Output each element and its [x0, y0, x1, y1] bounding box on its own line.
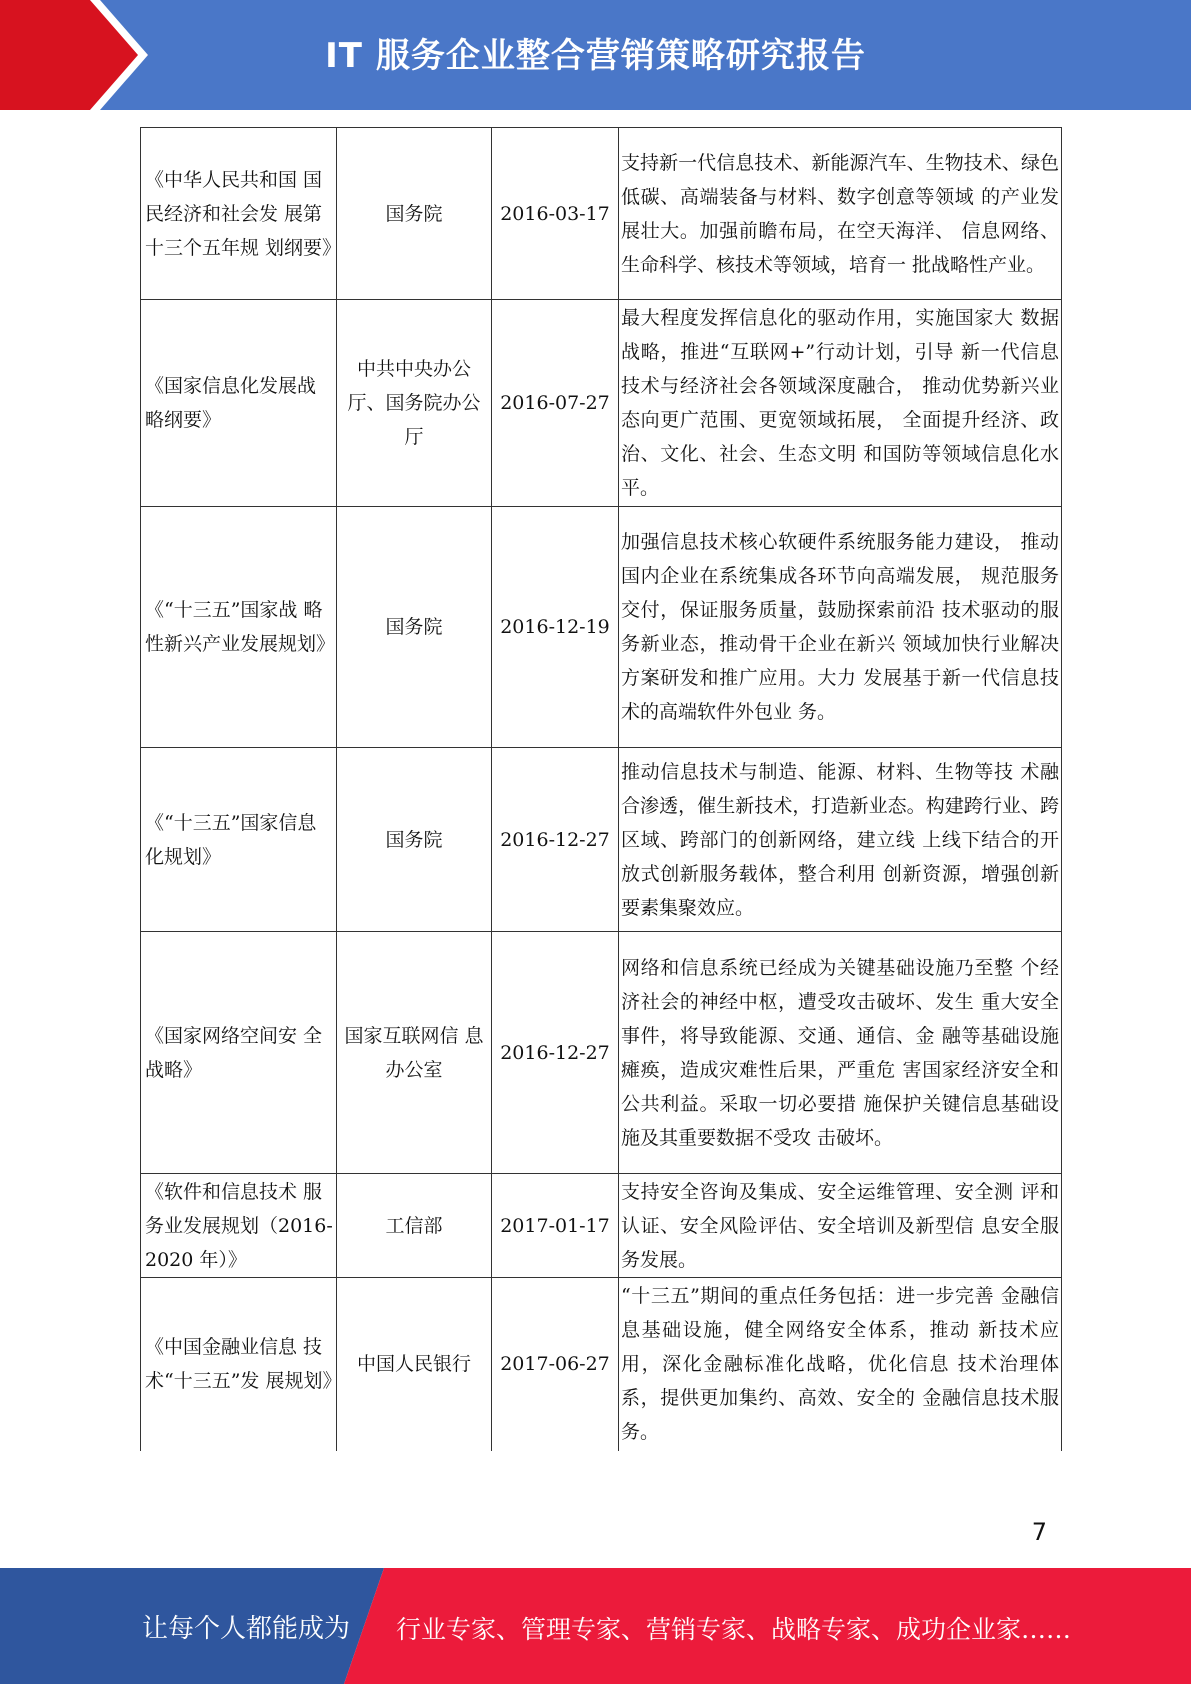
date-cell: 2017-01-17	[492, 1174, 619, 1278]
table-row	[141, 300, 1062, 507]
table-row	[141, 128, 1062, 300]
policy-table	[140, 127, 1062, 1451]
issuer-cell: 国务院	[337, 128, 492, 300]
policy-name-cell: 《“十三五”国家信息化规划》	[141, 748, 337, 932]
content-cell: 推动信息技术与制造、能源、材料、生物等技 术融合渗透，催生新技术，打造新业态。构建跨行业、跨区域、跨部门的创新网络，建立线 上线下结合的开放式创新服务载体，整合利用 创新资源，增强创新要素集聚效应。	[619, 748, 1062, 932]
policy-name-cell: 《国家信息化发展战略纲要》	[141, 300, 337, 507]
footer-slogan-right: 行业专家、管理专家、营销专家、战略专家、成功企业家……	[396, 1615, 1072, 1644]
policy-name-cell: 《中华人民共和国 国民经济和社会发 展第十三个五年规 划纲要》	[141, 128, 337, 300]
table-row	[141, 507, 1062, 748]
content-cell: 最大程度发挥信息化的驱动作用，实施国家大 数据战略，推进“互联网+”行动计划，引导 新一代信息技术与经济社会各领域深度融合， 推动优势新兴业态向更广范围、更宽领域拓展， 全面提升经济、政治、文化、社会、生态文明 和国防等领域信息化水平。	[619, 300, 1062, 507]
policy-name-cell: 《软件和信息技术 服务业发展规划（2016-2020 年）》	[141, 1174, 337, 1278]
table-row	[141, 932, 1062, 1174]
content-cell: 支持安全咨询及集成、安全运维管理、安全测 评和认证、安全风险评估、安全培训及新型信 息安全服务发展。	[619, 1174, 1062, 1278]
content-cell: “十三五”期间的重点任务包括：进一步完善 金融信息基础设施，健全网络安全体系，推动 新技术应用，深化金融标准化战略，优化信息 技术治理体系，提供更加集约、高效、安全的 金融信息技术服务。	[619, 1278, 1062, 1451]
page-number: 7	[1031, 1518, 1047, 1546]
policy-name-cell: 《国家网络空间安 全战略》	[141, 932, 337, 1174]
date-cell: 2016-12-27	[492, 748, 619, 932]
content-cell: 加强信息技术核心软硬件系统服务能力建设， 推动国内企业在系统集成各环节向高端发展， 规范服务交付，保证服务质量，鼓励探索前沿 技术驱动的服务新业态，推动骨干企业在新兴 领域加快行业解决方案研发和推广应用。大力 发展基于新一代信息技术的高端软件外包业 务。	[619, 507, 1062, 748]
policy-name-cell: 《中国金融业信息 技术“十三五”发 展规划》	[141, 1278, 337, 1451]
date-cell: 2016-12-19	[492, 507, 619, 748]
table-row	[141, 1174, 1062, 1278]
content-cell: 支持新一代信息技术、新能源汽车、生物技术、绿色低碳、高端装备与材料、数字创意等领域 的产业发展壮大。加强前瞻布局，在空天海洋、 信息网络、生命科学、核技术等领域，培育一 批战略性产业。	[619, 128, 1062, 300]
footer-slogan-left: 让每个人都能成为	[142, 1614, 351, 1644]
issuer-cell: 国家互联网信 息办公室	[337, 932, 492, 1174]
date-cell: 2016-07-27	[492, 300, 619, 507]
issuer-cell: 工信部	[337, 1174, 492, 1278]
page-header	[0, 0, 1191, 110]
date-cell: 2016-03-17	[492, 128, 619, 300]
date-cell: 2017-06-27	[492, 1278, 619, 1451]
issuer-cell: 国务院	[337, 507, 492, 748]
content-cell: 网络和信息系统已经成为关键基础设施乃至整 个经济社会的神经中枢，遭受攻击破坏、发生 重大安全事件，将导致能源、交通、通信、金 融等基础设施瘫痪，造成灾难性后果，严重危 害国家经济安全和公共利益。采取一切必要措 施保护关键信息基础设施及其重要数据不受攻 击破坏。	[619, 932, 1062, 1174]
issuer-cell: 中国人民银行	[337, 1278, 492, 1451]
issuer-cell: 中共中央办公厅、国务院办公厅	[337, 300, 492, 507]
table-row	[141, 1278, 1062, 1451]
date-cell: 2016-12-27	[492, 932, 619, 1174]
page-footer	[0, 1568, 1191, 1684]
table-row	[141, 748, 1062, 932]
report-title: IT 服务企业整合营销策略研究报告	[325, 36, 866, 76]
issuer-cell: 国务院	[337, 748, 492, 932]
policy-table-wrapper	[140, 127, 1062, 1451]
policy-name-cell: 《“十三五”国家战 略性新兴产业发展规划》	[141, 507, 337, 748]
